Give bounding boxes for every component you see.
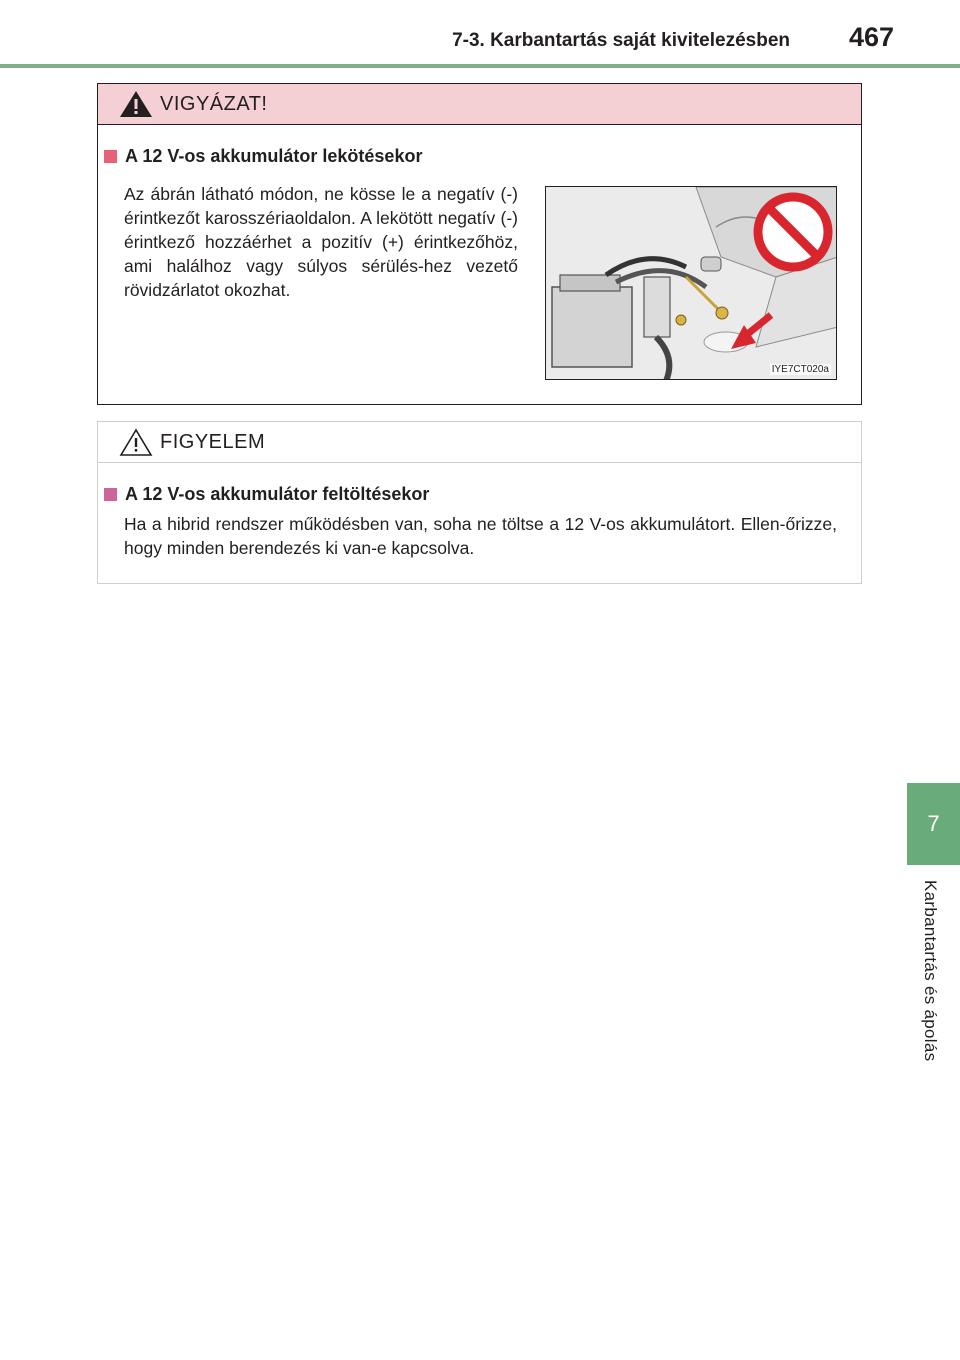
section-title: 7-3. Karbantartás saját kivitelezésben <box>452 30 790 51</box>
notice-label: FIGYELEM <box>160 430 266 453</box>
page-number: 467 <box>848 22 894 52</box>
warning-heading-text: A 12 V-os akkumulátor lekötésekor <box>125 146 423 166</box>
battery-illustration <box>545 186 837 380</box>
chapter-number: 7 <box>927 811 940 836</box>
chapter-title: Karbantartás és ápolás <box>921 880 940 1062</box>
square-bullet-icon <box>104 150 117 163</box>
notice-text: Ha a hibrid rendszer működésben van, soha ne töltse a 12 V-os akkumulátort. Ellen-őrizze, hogy minden berendezés ki van-e kapcsolva. <box>124 514 837 558</box>
header-rule <box>0 64 960 68</box>
warning-box <box>97 83 862 405</box>
notice-header <box>98 422 861 463</box>
figure-code: IYE7CT020a <box>771 364 829 375</box>
prohibition-sign-icon <box>758 197 828 267</box>
notice-heading <box>104 484 429 505</box>
notice-heading-text: A 12 V-os akkumulátor feltöltésekor <box>125 484 430 504</box>
warning-heading <box>104 146 422 167</box>
chapter-tab <box>907 783 960 865</box>
notice-box <box>97 421 862 584</box>
caution-triangle-icon <box>118 427 154 457</box>
warning-label: VIGYÁZAT! <box>160 92 268 115</box>
warning-header <box>98 84 861 125</box>
warning-triangle-icon <box>118 89 154 119</box>
battery-terminal-illustration <box>546 187 837 380</box>
warning-text: Az ábrán látható módon, ne kösse le a negatív (-) érintkezőt karosszériaoldalon. A lekötött negatív (-) érintkező hozzáérhet a pozitív (+) érintkezőhöz, ami halálhoz vagy súlyos sérülés-hez vezető rövidzárlatot okozhat. <box>124 184 518 300</box>
square-bullet-icon <box>104 488 117 501</box>
